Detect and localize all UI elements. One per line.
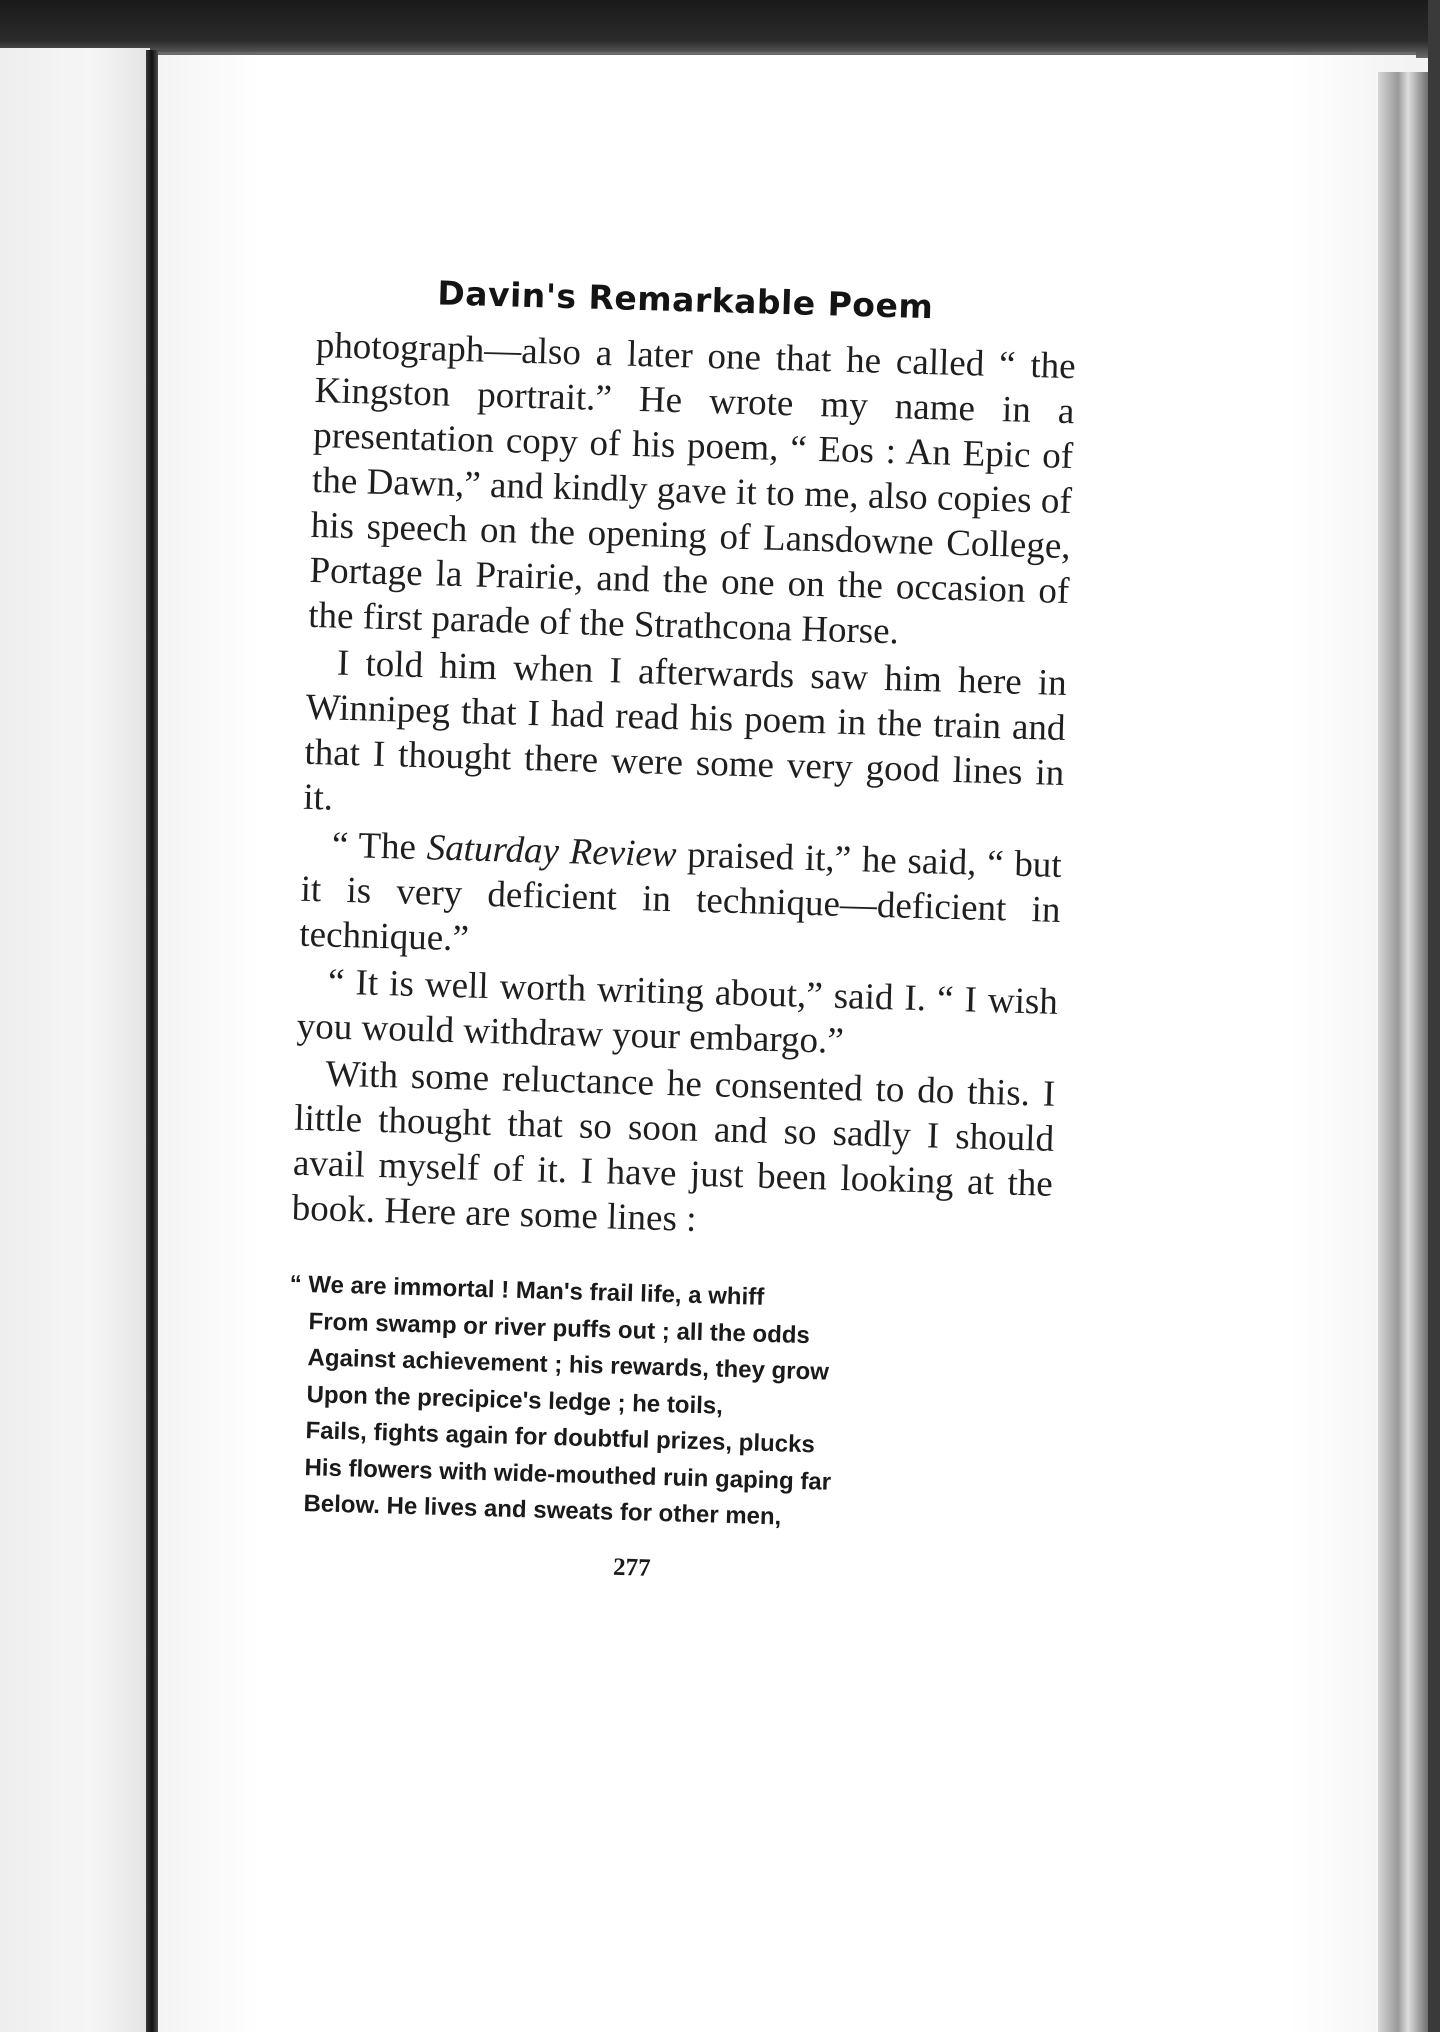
paragraph-text: “ The (331, 824, 428, 869)
scan-top-margin (0, 0, 1440, 58)
paragraph-text: “ It is well worth writing about,” said I. “ I wish you would withdraw your embargo.” (296, 961, 1059, 1062)
paragraph (299, 822, 1062, 978)
poem-line: Fails, fights again for doubtful prizes, plucks (305, 1417, 816, 1459)
body-text (291, 323, 1076, 1252)
paragraph-text: I told him when I afterwards saw him here in Winnipeg that I had read his poem in the train and that I thought there were some very good lines in it. (302, 642, 1068, 819)
page-edge (1378, 72, 1428, 2032)
paragraph-text: photograph—also a later one that he called “ the Kingston portrait.” He wrote my name in a presentation copy of his poem, “ Eos : An Epic of the Dawn,” and kindly gave it to me, also copies of his speech on the opening of Lansdowne College, Portage la Prairie, and the one on the occasion of the first parade of the Strathcona Horse. (307, 324, 1077, 653)
left-facing-page (0, 48, 150, 2032)
poem-line: “ We are immortal ! Man's frail life, a whiff (289, 1270, 765, 1311)
poem-line: Against achievement ; his rewards, they grow (307, 1344, 830, 1386)
poem-line: Upon the precipice's ledge ; he toils, (306, 1380, 724, 1420)
paragraph-text: With some reluctance he consented to do this. I little thought that so soon and so sadly I should avail myself of it. I have just been looking at the book. Here are some lines : (291, 1053, 1056, 1240)
page-number: 277 (612, 1553, 652, 1582)
paragraph-text: praised it,” he said, “ but it is very deficient in technique—deficient in technique.” (298, 834, 1063, 960)
poem-line: From swamp or river puffs out ; all the odds (308, 1307, 811, 1349)
scan-right-margin (1428, 0, 1440, 2032)
paragraph (308, 323, 1076, 659)
page-content (282, 270, 1078, 1593)
poem-line: His flowers with wide-mouthed ruin gaping far (304, 1453, 832, 1496)
running-head: Davin's Remarkable Poem (436, 273, 934, 327)
italic-title: Saturday Review (426, 827, 678, 876)
paragraph (291, 1051, 1056, 1252)
paragraph (303, 640, 1068, 841)
poem-line: Below. He lives and sweats for other men, (303, 1490, 782, 1531)
book-gutter (146, 50, 158, 2032)
poem-excerpt (283, 1267, 1050, 1544)
